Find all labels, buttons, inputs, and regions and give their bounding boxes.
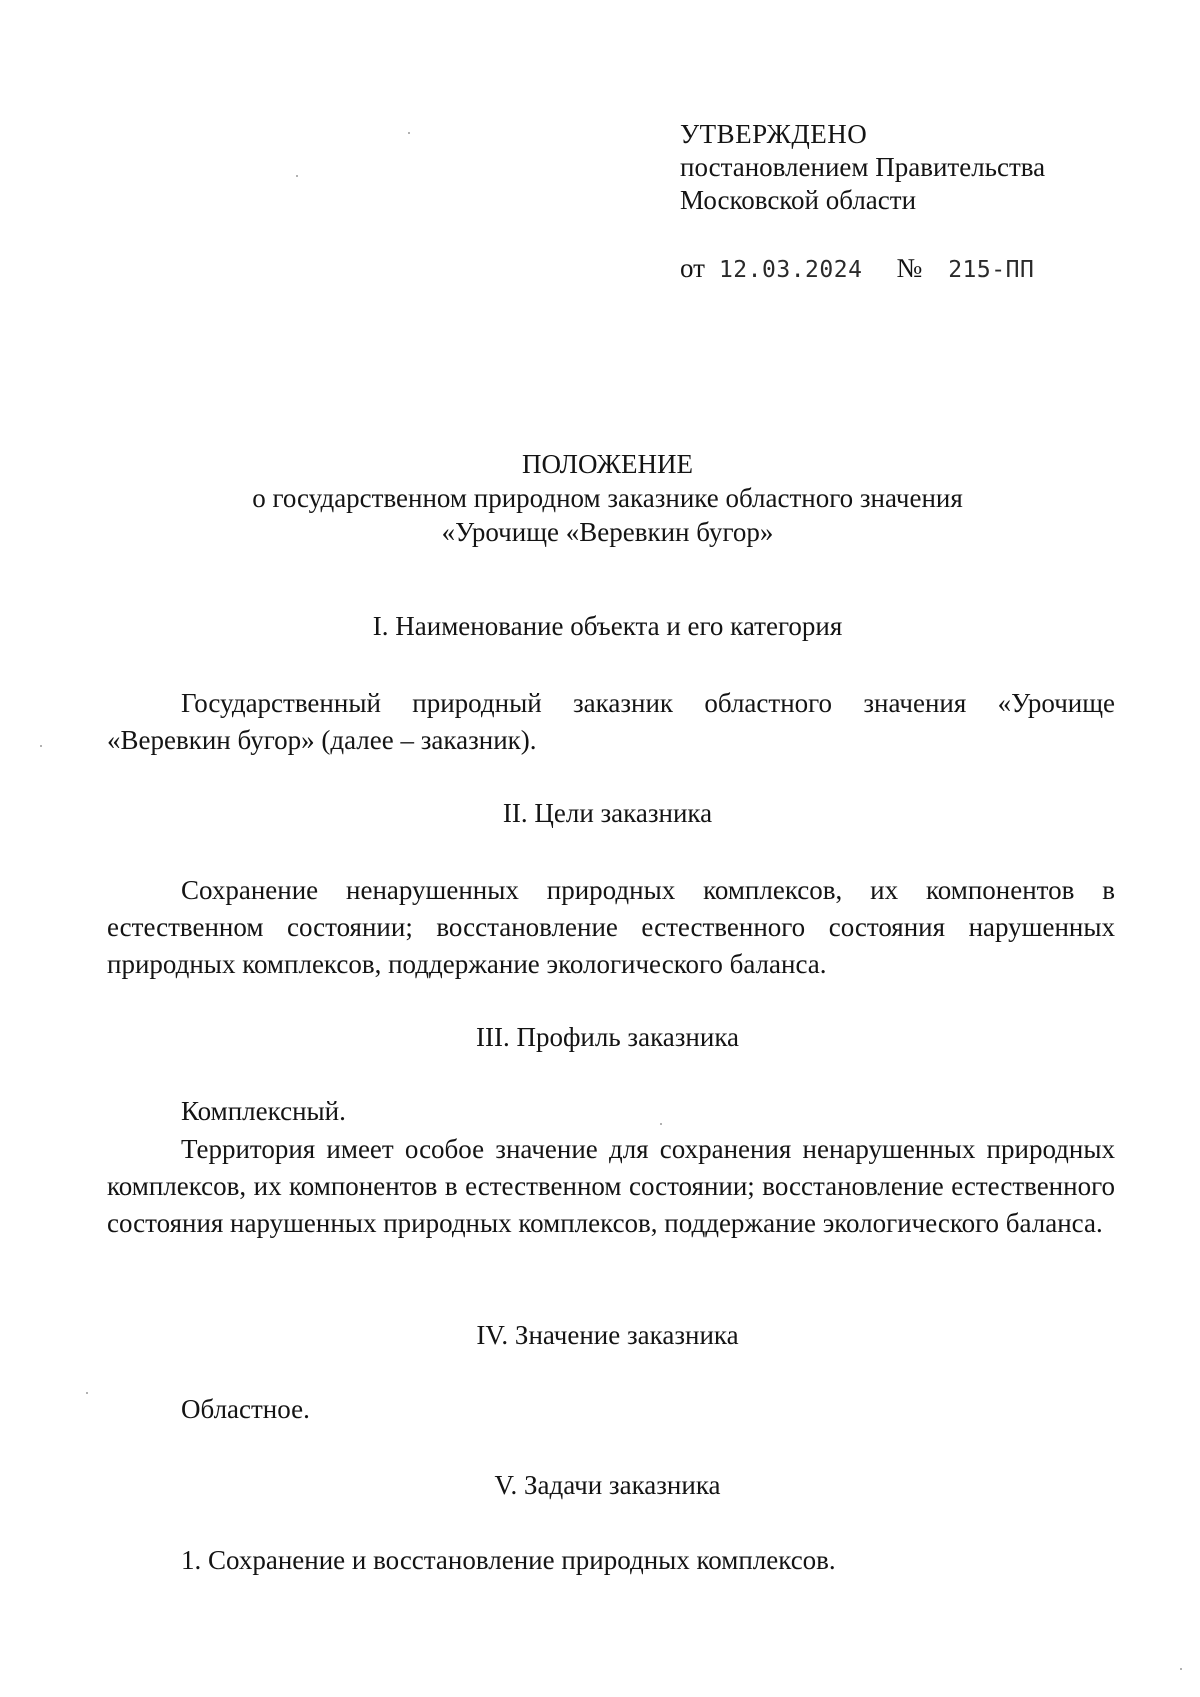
section-5-text: 1. Сохранение и восстановление природных комплексов. xyxy=(181,1545,836,1575)
scan-speck xyxy=(660,1123,662,1125)
approval-line-1: постановлением Правительства xyxy=(680,152,1046,182)
scan-speck xyxy=(1180,1668,1182,1670)
section-5-heading: V. Задачи заказника xyxy=(494,1470,721,1500)
approval-line-2: Московской области xyxy=(680,185,917,215)
title-line-1: о государственном природном заказнике областного значения xyxy=(252,483,963,513)
date-prefix: от xyxy=(680,253,705,283)
scan-speck xyxy=(40,745,42,747)
scan-speck xyxy=(86,1392,88,1394)
registration-line xyxy=(680,253,1034,284)
section-3-heading: III. Профиль заказника xyxy=(475,1022,740,1052)
section-2-text: Сохранение ненарушенных природных комплексов, их компонентов в естественном состоянии; восстановление естественного состояния нарушенных природных комплексов, поддержание экологического баланса. xyxy=(107,875,1115,979)
title-line-2: «Урочище «Веревкин бугор» xyxy=(441,517,774,547)
section-3-text: Комплексный. xyxy=(181,1096,346,1126)
scan-speck xyxy=(296,175,298,177)
approval-number: 215-ПП xyxy=(948,257,1035,283)
section-1-heading: I. Наименование объекта и его категория xyxy=(372,611,843,641)
approval-heading: УТВЕРЖДЕНО xyxy=(680,119,868,149)
approval-date: 12.03.2024 xyxy=(718,257,863,283)
section-2-heading: II. Цели заказника xyxy=(502,798,713,828)
scan-speck xyxy=(408,132,410,134)
section-4-text: Областное. xyxy=(181,1394,310,1424)
section-4-heading: IV. Значение заказника xyxy=(476,1320,739,1350)
approval-block xyxy=(680,118,1045,217)
document-title xyxy=(0,447,1200,549)
number-sign: № xyxy=(896,253,923,283)
section-1-text: Государственный природный заказник областного значения «Урочище «Веревкин бугор» (далее – заказник). xyxy=(107,688,1115,755)
section-3-text-2: Территория имеет особое значение для сохранения ненарушенных природных комплексов, их компонентов в естественном состоянии; восстановление естественного состояния нарушенных природных комплексов, поддержание экологического баланса. xyxy=(107,1134,1115,1238)
title-heading: ПОЛОЖЕНИЕ xyxy=(522,449,693,479)
